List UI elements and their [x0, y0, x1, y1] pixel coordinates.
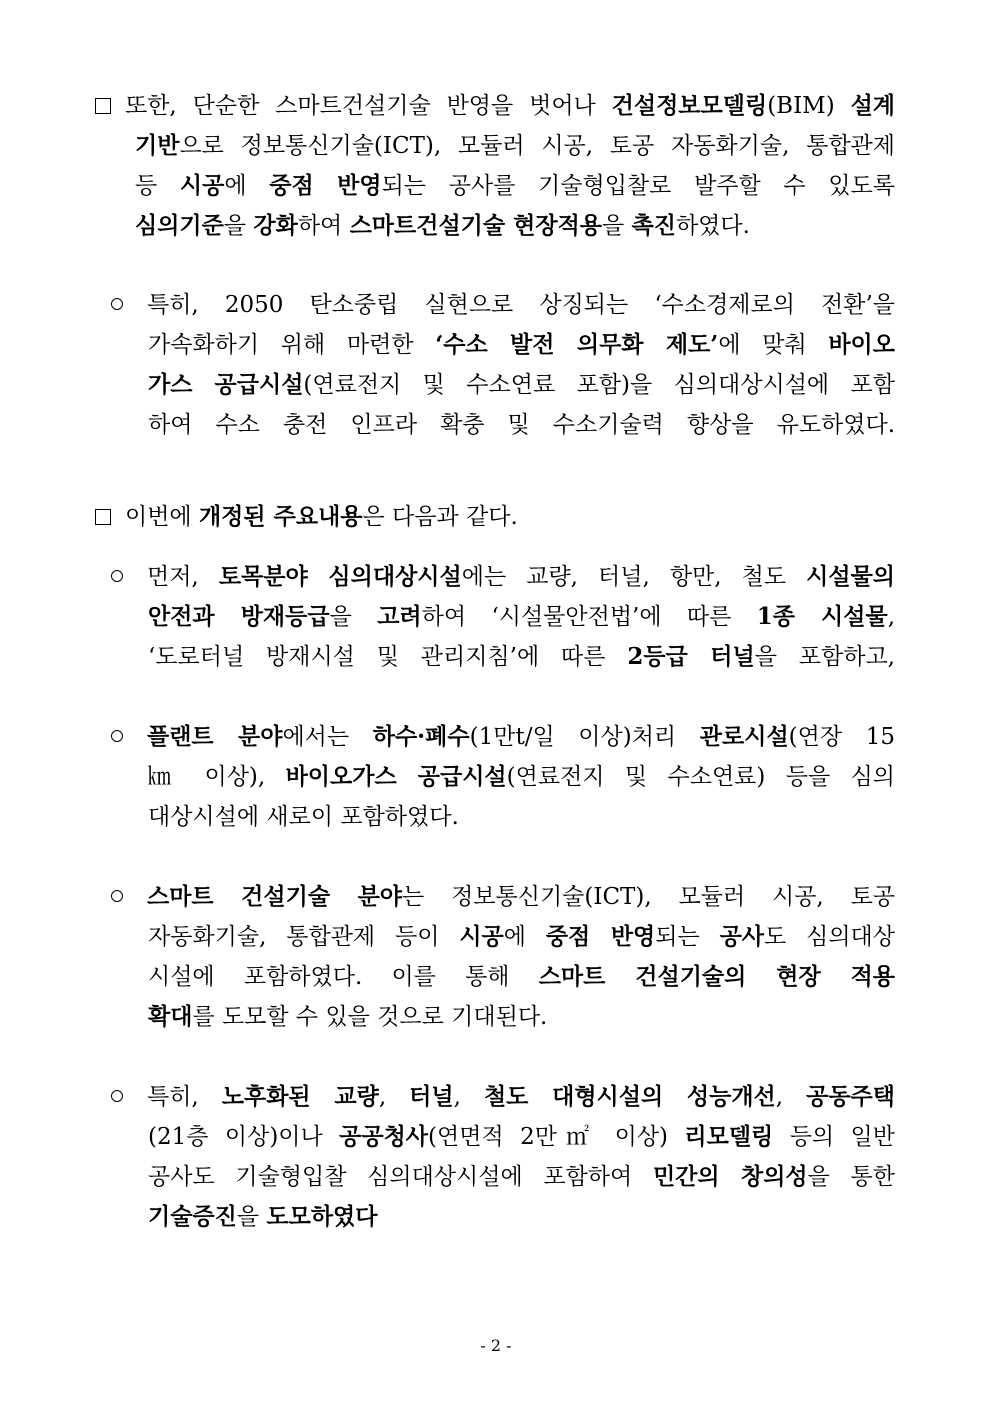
text-run: 되는 공사를 기술형입찰로 발주할 수 있도록 [381, 173, 895, 199]
page-number: - 2 - [480, 1336, 512, 1355]
bold-text: 공동주택 [806, 1083, 895, 1110]
line-content [148, 372, 895, 398]
line-content [135, 213, 750, 239]
text-run: 등의 일반 [773, 1124, 895, 1150]
text-run: , [887, 604, 895, 630]
text-line [95, 1117, 895, 1157]
line-content [148, 964, 895, 990]
line-content [148, 644, 895, 670]
text-run: 도 심의대상 [764, 924, 895, 950]
line-content [148, 332, 895, 358]
bold-text: 토목분야 심의대상시설 [218, 563, 462, 590]
line-content [148, 924, 895, 950]
line-content [148, 1124, 895, 1150]
text-line [95, 126, 895, 166]
text-run: ‘도로터널 방재시설 및 관리지침’에 따른 [148, 644, 628, 670]
text-run: 에 [224, 173, 270, 199]
line-content [147, 1084, 895, 1110]
text-run: 에서는 [282, 724, 373, 750]
text-line [95, 1157, 895, 1197]
text-line [95, 797, 895, 837]
text-line [95, 757, 895, 797]
text-run: , [453, 1084, 484, 1110]
text-line [95, 206, 895, 246]
text-run: 대상시설에 새로이 포함하였다. [148, 804, 459, 830]
text-line [95, 86, 895, 126]
text-line [95, 917, 895, 957]
bold-text: 1종 시설물 [756, 603, 888, 630]
text-run: 에 맞춰 [718, 332, 829, 358]
text-run: 공사도 기술형입찰 심의대상시설에 포함하여 [148, 1164, 653, 1190]
text-run: 를 도모할 수 있을 것으로 기대된다. [192, 1004, 548, 1030]
text-run: (연료전지 및 수소연료) 등을 심의 [506, 764, 896, 790]
bold-text: 촉진 [631, 212, 676, 239]
line-content [148, 1164, 895, 1190]
text-line [95, 166, 895, 206]
line-content [125, 504, 518, 530]
circle-bullet-icon [111, 890, 123, 902]
text-run: 먼저, [147, 564, 219, 590]
text-run: 하여 수소 충전 인프라 확충 및 수소기술력 향상을 유도하였다. [148, 412, 895, 438]
text-run: 을 [236, 1204, 267, 1230]
text-line [95, 637, 895, 677]
text-run: 는 정보통신기술(ICT), 모듈러 시공, 토공 [402, 884, 896, 910]
bold-text: 스마트 건설기술의 현장 적용 [538, 963, 896, 990]
line-content [148, 604, 895, 630]
text-run: (연료전지 및 수소연료 포함)을 심의대상시설에 포함 [303, 372, 895, 398]
circle-bullet-icon [111, 298, 123, 310]
section-paragraph-6 [95, 877, 895, 1037]
bold-text: 심의기준 [135, 212, 224, 239]
text-run: (BIM) [767, 93, 851, 119]
text-line [95, 717, 895, 757]
text-line [95, 365, 895, 405]
line-content [148, 412, 895, 438]
bold-text: 시공 [459, 923, 504, 950]
line-content [147, 884, 895, 910]
bold-text: 시설물의 [806, 563, 896, 590]
text-run: 하여 [297, 213, 350, 239]
section-heading [95, 497, 895, 537]
text-line [95, 405, 895, 445]
section-paragraph-7 [95, 1077, 895, 1237]
bold-text: 리모델링 [684, 1123, 774, 1150]
line-content [147, 724, 895, 750]
text-run: (21층 이상)이나 [148, 1124, 340, 1150]
text-line [95, 285, 895, 325]
text-line [95, 497, 895, 537]
bold-text: 스마트 건설기술 분야 [147, 883, 403, 910]
bold-text: 민간의 창의성 [652, 1163, 808, 1190]
text-run: 자동화기술, 통합관제 등이 [148, 924, 460, 950]
text-run: 특히, 2050 탄소중립 실현으로 상징되는 ‘수소경제로의 전환’을 [147, 292, 895, 318]
text-run: ㎞ 이상), [148, 764, 286, 790]
bold-text: 중점 반영 [545, 923, 656, 950]
text-run: 이번에 [125, 504, 199, 530]
line-content [148, 764, 895, 790]
bold-text: 2등급 터널 [627, 643, 755, 670]
bold-text: 고려 [377, 603, 422, 630]
text-run: 은 다음과 같다. [362, 504, 518, 530]
text-run: (연면적 2만㎡ 이상) [428, 1124, 685, 1150]
bold-text: 중점 반영 [269, 172, 382, 199]
text-run: 으로 정보통신기술(ICT), 모듈러 시공, 토공 자동화기술, 통합관제 [179, 133, 895, 159]
bold-text: 스마트건설기술 현장적용 [349, 212, 602, 239]
bold-text: 안전과 방재등급 [148, 603, 330, 630]
bold-text: 기술증진 [148, 1203, 237, 1230]
text-run: 하였다. [675, 213, 750, 239]
text-run: 시설에 포함하였다. 이를 통해 [148, 964, 539, 990]
text-line [95, 1077, 895, 1117]
text-run: 또한, 단순한 스마트건설기술 반영을 벗어나 [125, 93, 612, 119]
bold-text: 바이오 [828, 331, 895, 358]
section-paragraph-2 [95, 285, 895, 445]
section-paragraph-4 [95, 557, 895, 677]
circle-bullet-icon [111, 730, 123, 742]
bold-text: 확대 [148, 1003, 193, 1030]
text-run: (연장 15 [788, 724, 895, 750]
bold-text: 관로시설 [699, 723, 789, 750]
text-line [95, 957, 895, 997]
text-line [95, 997, 895, 1037]
line-content [135, 133, 895, 159]
line-content [135, 173, 895, 199]
text-run: 을 [329, 604, 378, 630]
text-run: , [378, 1084, 410, 1110]
bold-text: 노후화된 교량 [221, 1083, 379, 1110]
bold-text: 바이오가스 공급시설 [285, 763, 507, 790]
text-run: , [775, 1084, 807, 1110]
line-content [148, 1204, 378, 1230]
line-content [147, 564, 895, 590]
line-content [148, 804, 459, 830]
text-run: 등 [135, 173, 180, 199]
bold-text: ‘수소 발전 의무화 제도’ [435, 331, 719, 358]
bold-text: 철도 대형시설의 성능개선 [483, 1083, 776, 1110]
text-line [95, 597, 895, 637]
line-content [125, 93, 895, 119]
bold-text: 공공청사 [339, 1123, 429, 1150]
text-run: 에 [503, 924, 546, 950]
bold-text: 공사 [719, 923, 765, 950]
text-line [95, 877, 895, 917]
text-run: 하여 ‘시설물안전법’에 따른 [421, 604, 757, 630]
bold-text: 도모하였다 [266, 1203, 378, 1230]
bold-text: 설계 [850, 92, 895, 119]
bold-text: 플랜트 분야 [147, 723, 283, 750]
text-line [95, 1197, 895, 1237]
circle-bullet-icon [111, 570, 123, 582]
square-bullet-icon [95, 98, 111, 114]
text-run: 을 [223, 213, 254, 239]
bold-text: 개정된 주요내용 [198, 503, 363, 530]
text-run: 가속화하기 위해 마련한 [148, 332, 436, 358]
section-paragraph-1 [95, 86, 895, 246]
line-content [147, 292, 895, 318]
line-content [148, 1004, 547, 1030]
section-paragraph-5 [95, 717, 895, 837]
text-run: 되는 [655, 924, 720, 950]
circle-bullet-icon [111, 1090, 123, 1102]
text-line [95, 557, 895, 597]
bold-text: 하수·폐수 [372, 723, 470, 750]
text-run: 에는 교량, 터널, 항만, 철도 [461, 564, 807, 590]
square-bullet-icon [95, 509, 111, 525]
text-run: 을 통한 [807, 1164, 895, 1190]
bold-text: 건설정보모델링 [611, 92, 768, 119]
bold-text: 시공 [179, 172, 225, 199]
text-run: 을 포함하고, [754, 644, 895, 670]
text-run: 특히, [147, 1084, 222, 1110]
bold-text: 기반 [135, 132, 180, 159]
bold-text: 가스 공급시설 [148, 371, 304, 398]
text-run: (1만t/일 이상)처리 [469, 724, 700, 750]
text-run: 을 [602, 213, 632, 239]
bold-text: 터널 [409, 1083, 454, 1110]
bold-text: 강화 [253, 212, 298, 239]
text-line [95, 325, 895, 365]
